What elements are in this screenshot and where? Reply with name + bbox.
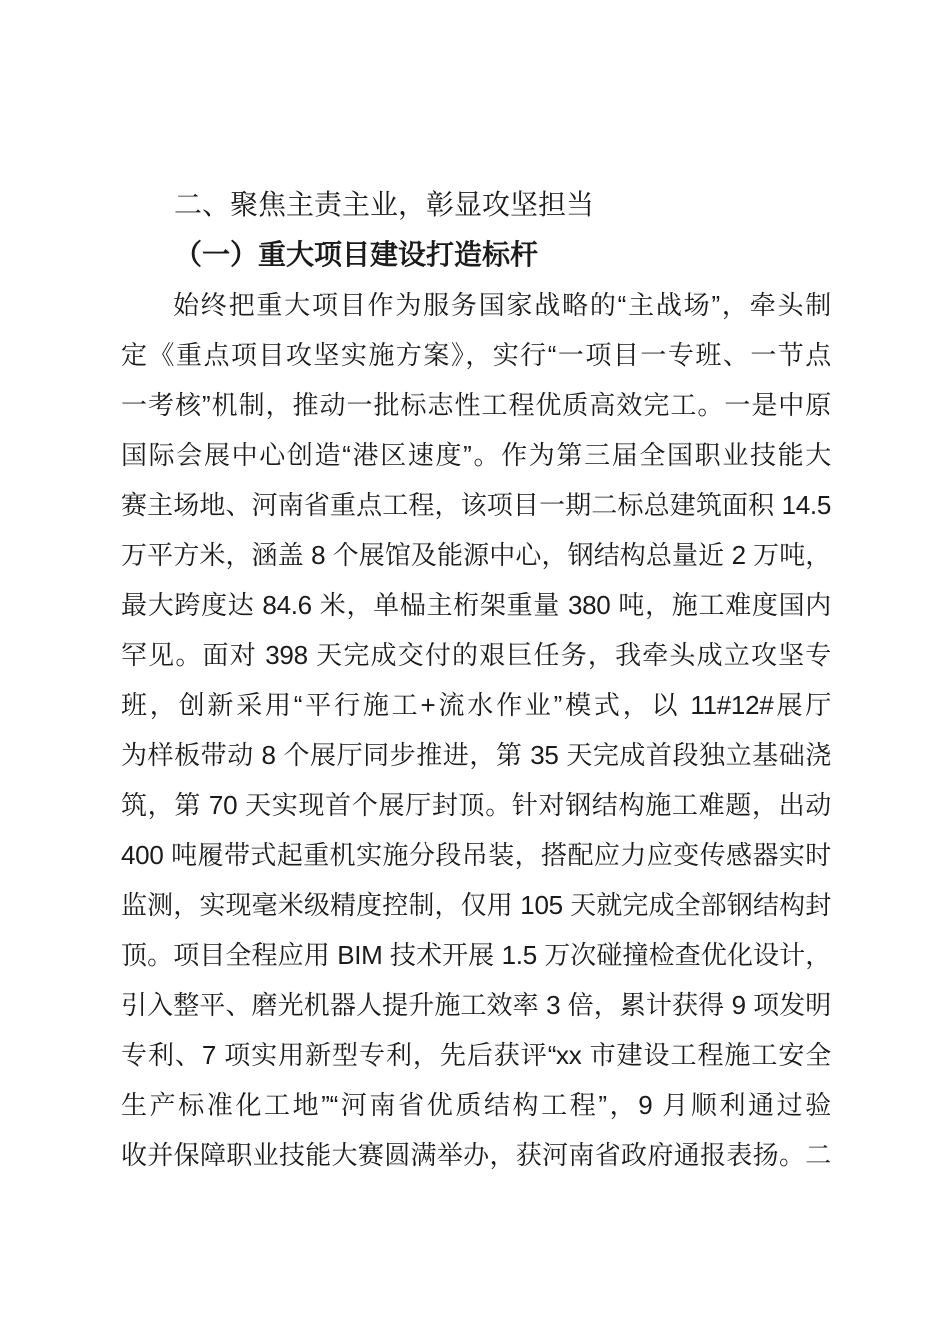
- section-heading: 二、聚焦主责主业，彰显攻坚担当: [174, 189, 595, 220]
- subsection-heading: （一）重大项目建设打造标杆: [174, 239, 539, 270]
- page-content: [121, 180, 831, 1180]
- paragraph-line: 万平方米，涵盖 8 个展馆及能源中心，钢结构总量近 2 万吨，: [121, 540, 831, 570]
- paragraph-line: 最大跨度达 84.6 米，单榀主桁架重量 380 吨，施工难度国内: [121, 590, 831, 620]
- paragraph-line: 顶。项目全程应用 BIM 技术开展 1.5 万次碰撞检查优化设计，: [121, 940, 831, 970]
- paragraph-line: 班，创新采用“平行施工+流水作业”模式，以 11#12#展厅: [121, 690, 831, 720]
- paragraph-line: 始终把重大项目作为服务国家战略的“主战场”，牵头制: [173, 290, 831, 320]
- paragraph-line: 引入整平、磨光机器人提升施工效率 3 倍，累计获得 9 项发明: [121, 990, 831, 1020]
- body-paragraph: [121, 280, 831, 1180]
- paragraph-line: 定《重点项目攻坚实施方案》，实行“一项目一专班、一节点: [121, 340, 831, 370]
- paragraph-line: 生产标准化工地”“河南省优质结构工程”，9 月顺利通过验: [121, 1090, 831, 1120]
- paragraph-line: 专利、7 项实用新型专利，先后获评“xx 市建设工程施工安全: [121, 1040, 831, 1070]
- paragraph-line: 罕见。面对 398 天完成交付的艰巨任务，我牵头成立攻坚专: [121, 640, 831, 670]
- paragraph-line: 筑，第 70 天实现首个展厅封顶。针对钢结构施工难题，出动: [121, 790, 831, 820]
- paragraph-line: 国际会展中心创造“港区速度”。作为第三届全国职业技能大: [121, 440, 831, 470]
- paragraph-line: 一考核”机制，推动一批标志性工程优质高效完工。一是中原: [121, 390, 831, 420]
- paragraph-line: 赛主场地、河南省重点工程，该项目一期二标总建筑面积 14.5: [121, 490, 831, 520]
- paragraph-line: 收并保障职业技能大赛圆满举办，获河南省政府通报表扬。二: [121, 1140, 831, 1170]
- paragraph-line: 为样板带动 8 个展厅同步推进，第 35 天完成首段独立基础浇: [121, 740, 831, 770]
- paragraph-line: 监测，实现毫米级精度控制，仅用 105 天就完成全部钢结构封: [121, 890, 831, 920]
- paragraph-line: 400 吨履带式起重机实施分段吊装，搭配应力应变传感器实时: [121, 840, 831, 870]
